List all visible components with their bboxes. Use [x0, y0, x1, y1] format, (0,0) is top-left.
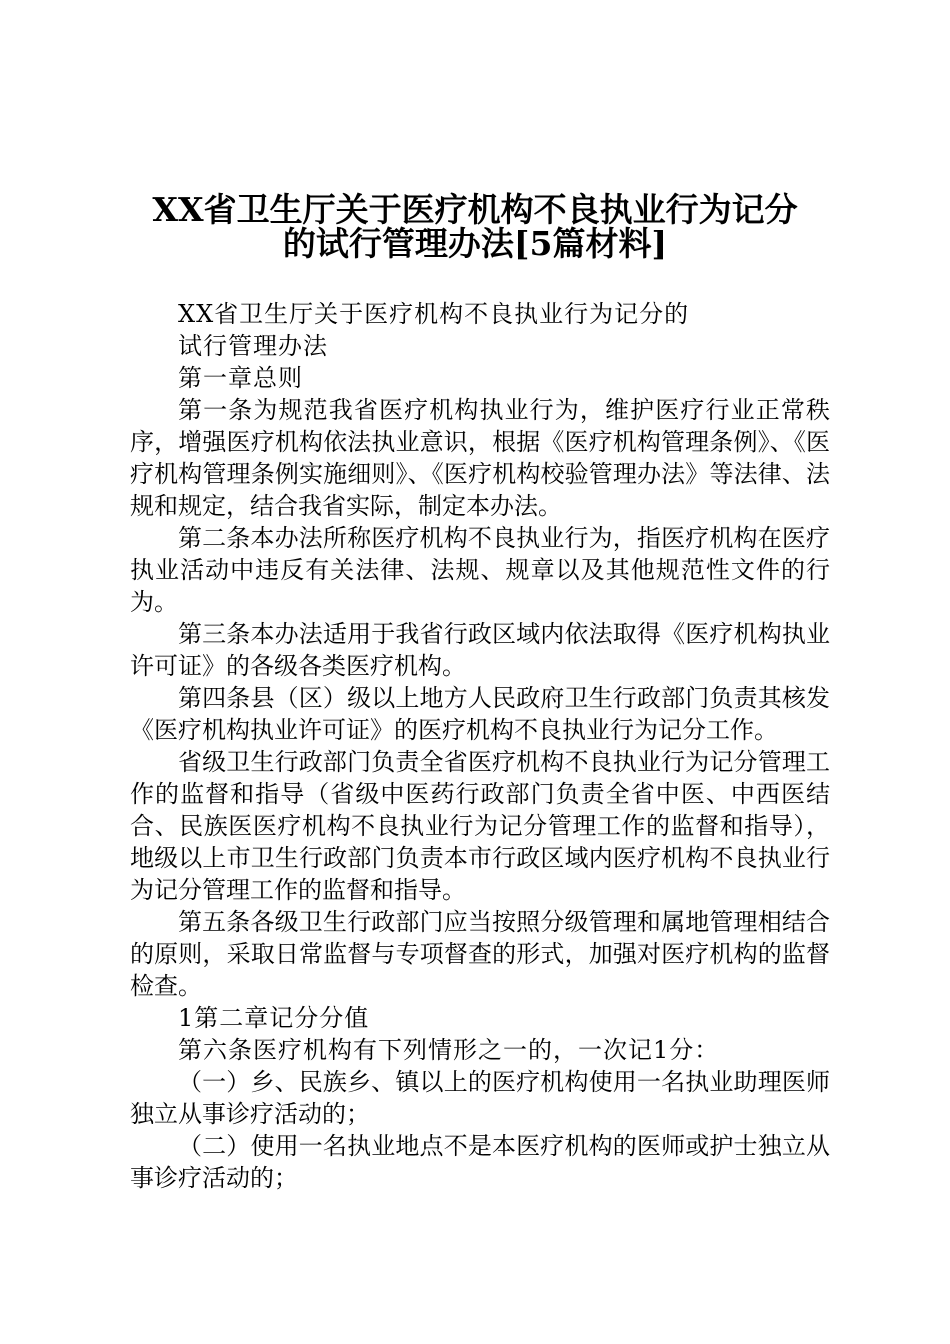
- chapter-heading: 第一章总则: [178, 364, 303, 392]
- article-paragraph: 第二条本办法所称医疗机构不良执业行为，指医疗机构在医疗执业活动中违反有关法律、法规、规章以及其他规范性文件的行为。: [130, 524, 830, 616]
- document-title-line-2: 的试行管理办法[5篇材料]: [282, 224, 668, 263]
- subtitle-line-2: 试行管理办法: [178, 332, 328, 360]
- article-paragraph: 第一条为规范我省医疗机构执业行为，维护医疗行业正常秩序，增强医疗机构依法执业意识，根据《医疗机构管理条例》、《医疗机构管理条例实施细则》、《医疗机构校验管理办法》等法律、法规和规定，结合我省实际，制定本办法。: [130, 396, 830, 520]
- document-title-line-1: XX省卫生厅关于医疗机构不良执业行为记分: [152, 190, 798, 229]
- list-item: （一）乡、民族乡、镇以上的医疗机构使用一名执业助理医师独立从事诊疗活动的；: [130, 1068, 830, 1128]
- list-item: （二）使用一名执业地点不是本医疗机构的医师或护士独立从事诊疗活动的；: [130, 1132, 830, 1192]
- article-paragraph: 第四条县（区）级以上地方人民政府卫生行政部门负责其核发《医疗机构执业许可证》的医疗机构不良执业行为记分工作。: [130, 684, 830, 744]
- article-paragraph: 第六条医疗机构有下列情形之一的，一次记1分：: [178, 1036, 720, 1064]
- subtitle-line-1: XX省卫生厅关于医疗机构不良执业行为记分的: [178, 300, 690, 328]
- article-paragraph: 省级卫生行政部门负责全省医疗机构不良执业行为记分管理工作的监督和指导（省级中医药行政部门负责全省中医、中西医结合、民族医医疗机构不良执业行为记分管理工作的监督和指导），地级以上市卫生行政部门负责本市行政区域内医疗机构不良执业行为记分管理工作的监督和指导。: [130, 748, 830, 904]
- article-paragraph: 第三条本办法适用于我省行政区域内依法取得《医疗机构执业许可证》的各级各类医疗机构。: [130, 620, 830, 680]
- article-paragraph: 第五条各级卫生行政部门应当按照分级管理和属地管理相结合的原则，采取日常监督与专项督查的形式，加强对医疗机构的监督检查。: [130, 908, 830, 1000]
- chapter-heading: 1第二章记分分值: [178, 1004, 370, 1032]
- document-body: [130, 298, 830, 1194]
